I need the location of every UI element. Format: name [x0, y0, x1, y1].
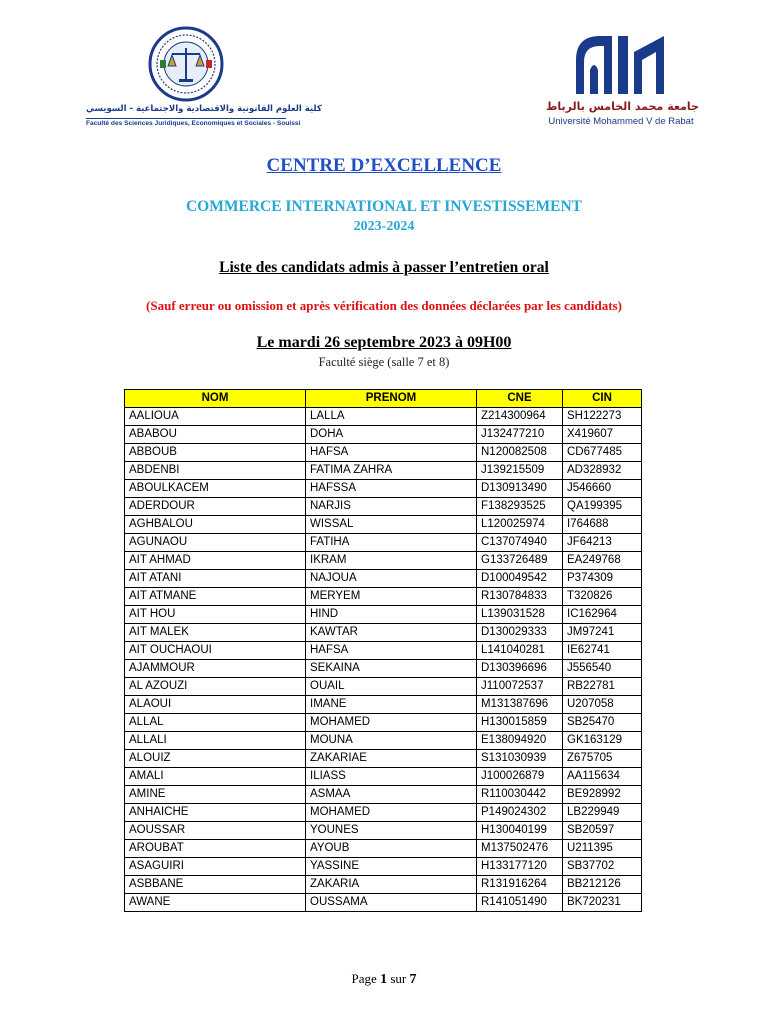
cell-cne: P149024302 [477, 804, 563, 822]
disclaimer: (Sauf erreur ou omission et après vérification des données déclarées par les candidats) [146, 298, 622, 313]
cell-nom: AJAMMOUR [125, 660, 306, 678]
faculty-logo [86, 26, 322, 130]
table-row [125, 588, 642, 606]
cell-cne: L139031528 [477, 606, 563, 624]
interview-location: Faculté siège (salle 7 et 8) [318, 355, 450, 369]
cell-cne: G133726489 [477, 552, 563, 570]
table-row [125, 732, 642, 750]
table-row [125, 678, 642, 696]
table-row [125, 840, 642, 858]
academic-year: 2023-2024 [353, 219, 415, 234]
cell-prenom: HIND [306, 606, 477, 624]
cell-nom: ABOULKACEM [125, 480, 306, 498]
cell-prenom: SEKAINA [306, 660, 477, 678]
cell-nom: AIT ATANI [125, 570, 306, 588]
list-title: Liste des candidats admis à passer l’entretien oral [219, 259, 549, 276]
cell-cin: JM97241 [563, 624, 642, 642]
cell-cin: J556540 [563, 660, 642, 678]
cell-cne: S131030939 [477, 750, 563, 768]
cell-prenom: ASMAA [306, 786, 477, 804]
cell-cin: SH122273 [563, 408, 642, 426]
cell-nom: AOUSSAR [125, 822, 306, 840]
cell-prenom: IMANE [306, 696, 477, 714]
table-row [125, 894, 642, 912]
table-row [125, 516, 642, 534]
cell-cin: I764688 [563, 516, 642, 534]
cell-prenom: OUSSAMA [306, 894, 477, 912]
cell-nom: ABBOUB [125, 444, 306, 462]
cell-cne: Z214300964 [477, 408, 563, 426]
table-row [125, 426, 642, 444]
cell-cne: J110072537 [477, 678, 563, 696]
table-row [125, 696, 642, 714]
cell-nom: ASBBANE [125, 876, 306, 894]
header-cin: CIN [563, 390, 642, 408]
cell-prenom: DOHA [306, 426, 477, 444]
cell-nom: AROUBAT [125, 840, 306, 858]
cell-cne: J100026879 [477, 768, 563, 786]
cell-cin: EA249768 [563, 552, 642, 570]
cell-cin: IE62741 [563, 642, 642, 660]
cell-cin: Z675705 [563, 750, 642, 768]
cell-cin: CD677485 [563, 444, 642, 462]
cell-nom: AIT AHMAD [125, 552, 306, 570]
table-row [125, 624, 642, 642]
cell-prenom: LALLA [306, 408, 477, 426]
cell-cne: D130029333 [477, 624, 563, 642]
cell-cin: IC162964 [563, 606, 642, 624]
current-page: 1 [380, 972, 388, 987]
cell-nom: AL AZOUZI [125, 678, 306, 696]
cell-prenom: NAJOUA [306, 570, 477, 588]
cell-prenom: NARJIS [306, 498, 477, 516]
cell-nom: ASAGUIRI [125, 858, 306, 876]
cell-cne: J132477210 [477, 426, 563, 444]
cell-cne: D130396696 [477, 660, 563, 678]
cell-prenom: HAFSSA [306, 480, 477, 498]
table-row [125, 534, 642, 552]
university-french-name: Université Mohammed V de Rabat [548, 116, 694, 127]
faculty-seal-icon [146, 26, 226, 102]
program-name: COMMERCE INTERNATIONAL ET INVESTISSEMENT [185, 198, 583, 215]
cell-prenom: YOUNES [306, 822, 477, 840]
cell-prenom: AYOUB [306, 840, 477, 858]
table-row [125, 786, 642, 804]
cell-nom: ANHAICHE [125, 804, 306, 822]
cell-cin: U211395 [563, 840, 642, 858]
cell-nom: AIT MALEK [125, 624, 306, 642]
cell-nom: ALLALI [125, 732, 306, 750]
cell-nom: AGHBALOU [125, 516, 306, 534]
cell-cne: H133177120 [477, 858, 563, 876]
table-row [125, 480, 642, 498]
cell-cin: SB20597 [563, 822, 642, 840]
cell-cne: D130913490 [477, 480, 563, 498]
cell-prenom: FATIHA [306, 534, 477, 552]
cell-prenom: FATIMA ZAHRA [306, 462, 477, 480]
table-row [125, 552, 642, 570]
cell-nom: AGUNAOU [125, 534, 306, 552]
page-number [0, 971, 768, 988]
cell-cin: P374309 [563, 570, 642, 588]
cell-cne: D100049542 [477, 570, 563, 588]
cell-prenom: ZAKARIAE [306, 750, 477, 768]
table-row [125, 750, 642, 768]
cell-cne: J139215509 [477, 462, 563, 480]
cell-nom: ABDENBI [125, 462, 306, 480]
cell-cne: H130015859 [477, 714, 563, 732]
cell-prenom: HAFSA [306, 444, 477, 462]
page-separator: sur [390, 971, 407, 986]
cell-cne: R131916264 [477, 876, 563, 894]
table-row [125, 822, 642, 840]
cell-nom: ALLAL [125, 714, 306, 732]
cell-cne: H130040199 [477, 822, 563, 840]
header-prenom: PRENOM [306, 390, 477, 408]
cell-cne: R110030442 [477, 786, 563, 804]
cell-prenom: KAWTAR [306, 624, 477, 642]
cell-nom: ABABOU [125, 426, 306, 444]
cell-cin: BE928992 [563, 786, 642, 804]
table-row [125, 606, 642, 624]
cell-cin: X419607 [563, 426, 642, 444]
cell-prenom: ILIASS [306, 768, 477, 786]
cell-cne: R130784833 [477, 588, 563, 606]
cell-prenom: ZAKARIA [306, 876, 477, 894]
university-logo [546, 30, 699, 130]
cell-cin: AD328932 [563, 462, 642, 480]
cell-cne: M137502476 [477, 840, 563, 858]
cell-nom: ALAOUI [125, 696, 306, 714]
cell-nom: AMALI [125, 768, 306, 786]
header-nom: NOM [125, 390, 306, 408]
cell-nom: ALOUIZ [125, 750, 306, 768]
table-row [125, 660, 642, 678]
candidates-table [124, 389, 642, 912]
cell-cin: BB212126 [563, 876, 642, 894]
cell-prenom: MOUNA [306, 732, 477, 750]
cell-cin: QA199395 [563, 498, 642, 516]
cell-cne: N120082508 [477, 444, 563, 462]
cell-nom: AIT ATMANE [125, 588, 306, 606]
table-row [125, 768, 642, 786]
cell-nom: AIT HOU [125, 606, 306, 624]
cell-cne: L141040281 [477, 642, 563, 660]
cell-prenom: MOHAMED [306, 804, 477, 822]
cell-prenom: WISSAL [306, 516, 477, 534]
table-row [125, 462, 642, 480]
table-row [125, 570, 642, 588]
table-header-row [125, 390, 642, 408]
cell-cin: SB25470 [563, 714, 642, 732]
cell-nom: ADERDOUR [125, 498, 306, 516]
cell-prenom: IKRAM [306, 552, 477, 570]
header-cne: CNE [477, 390, 563, 408]
cell-cin: LB229949 [563, 804, 642, 822]
table-row [125, 858, 642, 876]
cell-prenom: MERYEM [306, 588, 477, 606]
cell-cne: L120025974 [477, 516, 563, 534]
cell-prenom: OUAIL [306, 678, 477, 696]
cell-prenom: YASSINE [306, 858, 477, 876]
university-arch-icon [572, 30, 668, 96]
table-row [125, 642, 642, 660]
cell-prenom: MOHAMED [306, 714, 477, 732]
cell-cin: RB22781 [563, 678, 642, 696]
faculty-french-name: Faculté des Sciences Juridiques, Economiques et Sociales - Souissi [86, 120, 301, 127]
table-row [125, 444, 642, 462]
faculty-arabic-name: كلية العلوم القانونية والاقتصادية والاجتماعية - السويسي [86, 104, 322, 114]
cell-nom: AWANE [125, 894, 306, 912]
total-pages: 7 [409, 972, 417, 987]
cell-cin: GK163129 [563, 732, 642, 750]
cell-cin: U207058 [563, 696, 642, 714]
cell-cin: AA115634 [563, 768, 642, 786]
cell-cin: BK720231 [563, 894, 642, 912]
cell-nom: AIT OUCHAOUI [125, 642, 306, 660]
table-body [125, 408, 642, 912]
page-title: CENTRE D’EXCELLENCE [266, 155, 502, 176]
cell-cne: C137074940 [477, 534, 563, 552]
cell-cne: E138094920 [477, 732, 563, 750]
interview-date: Le mardi 26 septembre 2023 à 09H00 [256, 334, 512, 351]
cell-cne: R141051490 [477, 894, 563, 912]
table-row [125, 498, 642, 516]
table-row [125, 804, 642, 822]
cell-cne: M131387696 [477, 696, 563, 714]
table-row [125, 408, 642, 426]
cell-cin: JF64213 [563, 534, 642, 552]
cell-cne: F138293525 [477, 498, 563, 516]
table-row [125, 876, 642, 894]
page-prefix: Page [351, 971, 377, 986]
cell-nom: AMINE [125, 786, 306, 804]
cell-cin: J546660 [563, 480, 642, 498]
cell-cin: SB37702 [563, 858, 642, 876]
cell-prenom: HAFSA [306, 642, 477, 660]
cell-nom: AALIOUA [125, 408, 306, 426]
cell-cin: T320826 [563, 588, 642, 606]
university-arabic-name: جامعة محمد الخامس بالرباط [546, 100, 699, 113]
table-row [125, 714, 642, 732]
